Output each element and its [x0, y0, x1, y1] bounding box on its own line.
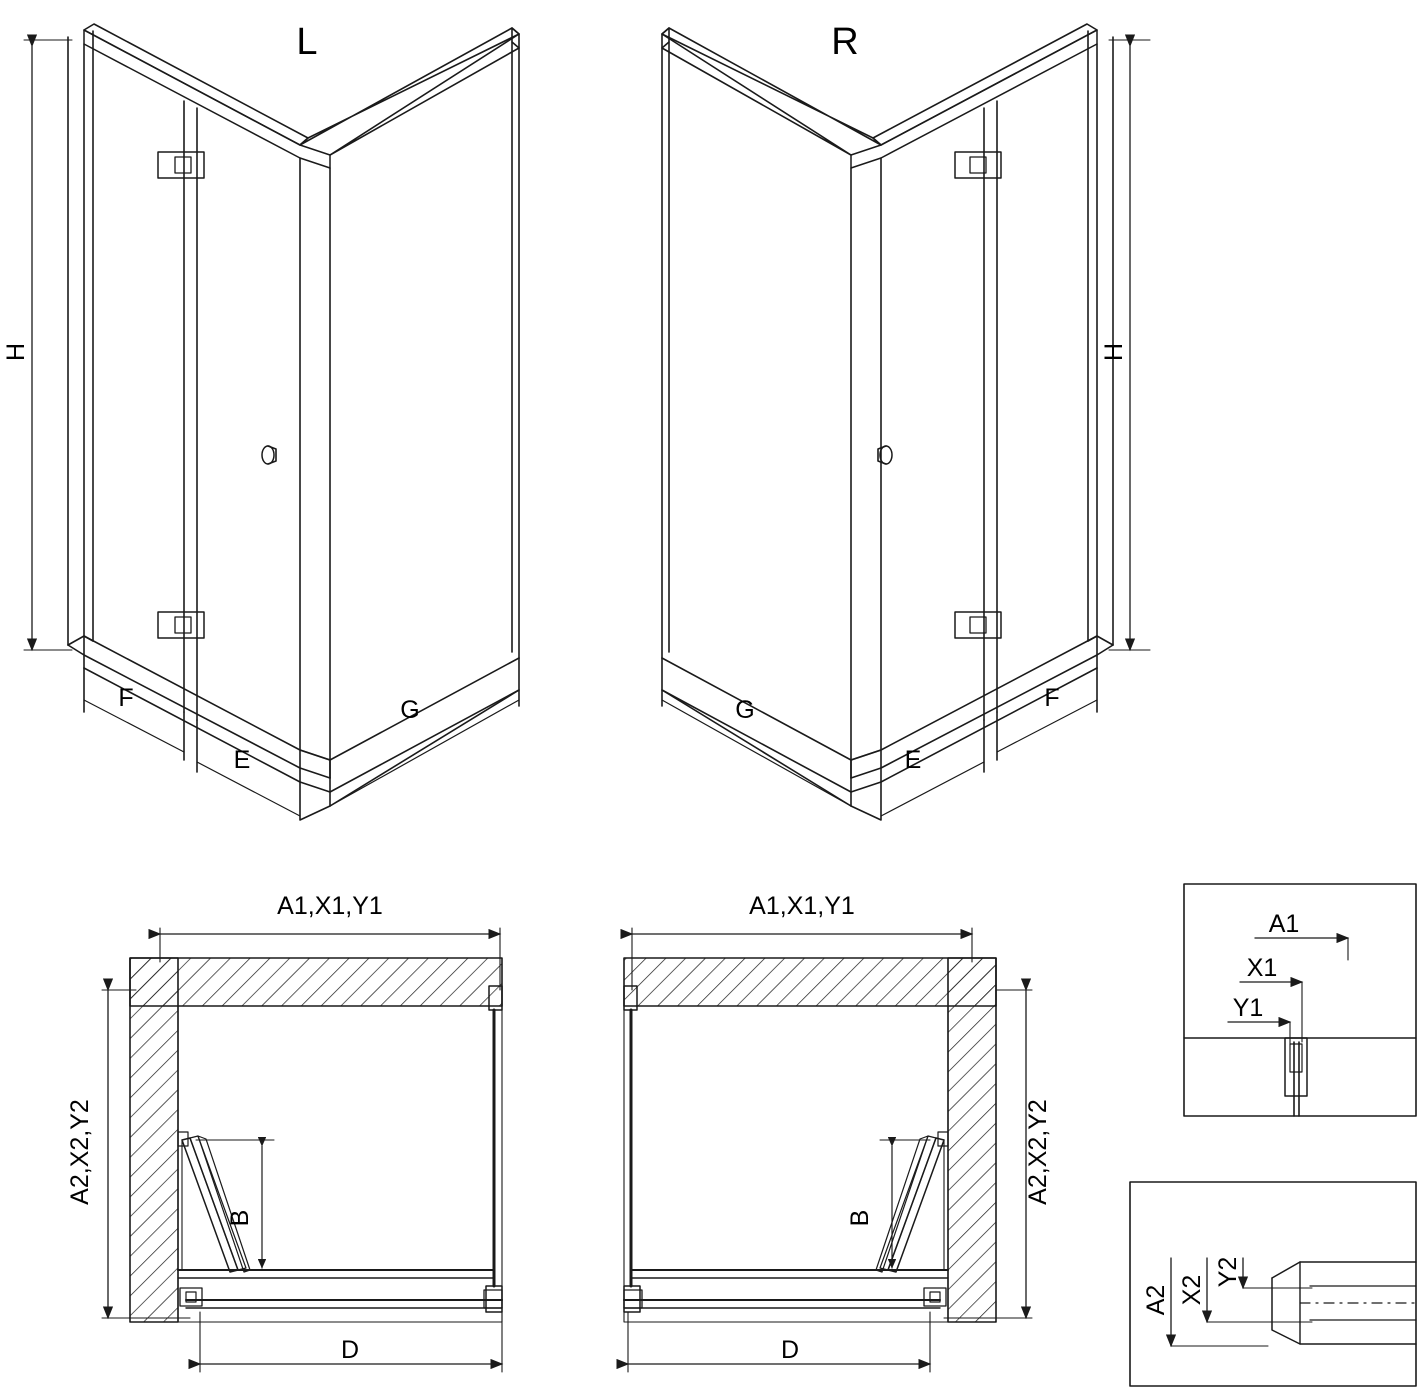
plan-right-side-dim: A2,X2,Y2 — [1024, 1099, 1052, 1205]
plan-right-top-dim: A1,X1,Y1 — [749, 892, 855, 920]
dim-label-e-right: E — [904, 746, 922, 774]
detail-top-y1: Y1 — [1232, 994, 1264, 1022]
plan-view-left — [102, 928, 502, 1372]
dim-label-h-right: H — [1100, 342, 1128, 362]
view-title-left: L — [296, 21, 318, 63]
plan-left-door-dim: B — [226, 1209, 254, 1227]
plan-left-side-dim: A2,X2,Y2 — [66, 1099, 94, 1205]
plan-right-bottom-dim: D — [780, 1336, 800, 1364]
plan-left-bottom-dim: D — [340, 1336, 360, 1364]
detail-bottom — [1130, 1182, 1416, 1386]
iso-view-left — [24, 24, 519, 820]
dim-label-g-right: G — [735, 696, 755, 724]
dim-label-f-left: F — [118, 684, 134, 712]
detail-top-a1: A1 — [1268, 910, 1300, 938]
detail-top-x1: X1 — [1246, 954, 1278, 982]
view-title-right: R — [831, 21, 859, 63]
dim-label-e-left: E — [233, 746, 251, 774]
dim-label-f-right: F — [1044, 684, 1060, 712]
dim-label-h-left: H — [2, 342, 30, 362]
detail-bottom-y2: Y2 — [1214, 1256, 1242, 1288]
plan-left-top-dim: A1,X1,Y1 — [277, 892, 383, 920]
plan-view-right — [624, 928, 1032, 1372]
plan-right-door-dim: B — [846, 1209, 874, 1227]
detail-bottom-a2: A2 — [1142, 1284, 1170, 1316]
detail-top — [1184, 884, 1416, 1116]
detail-bottom-x2: X2 — [1178, 1274, 1206, 1306]
dim-label-g-left: G — [400, 696, 420, 724]
